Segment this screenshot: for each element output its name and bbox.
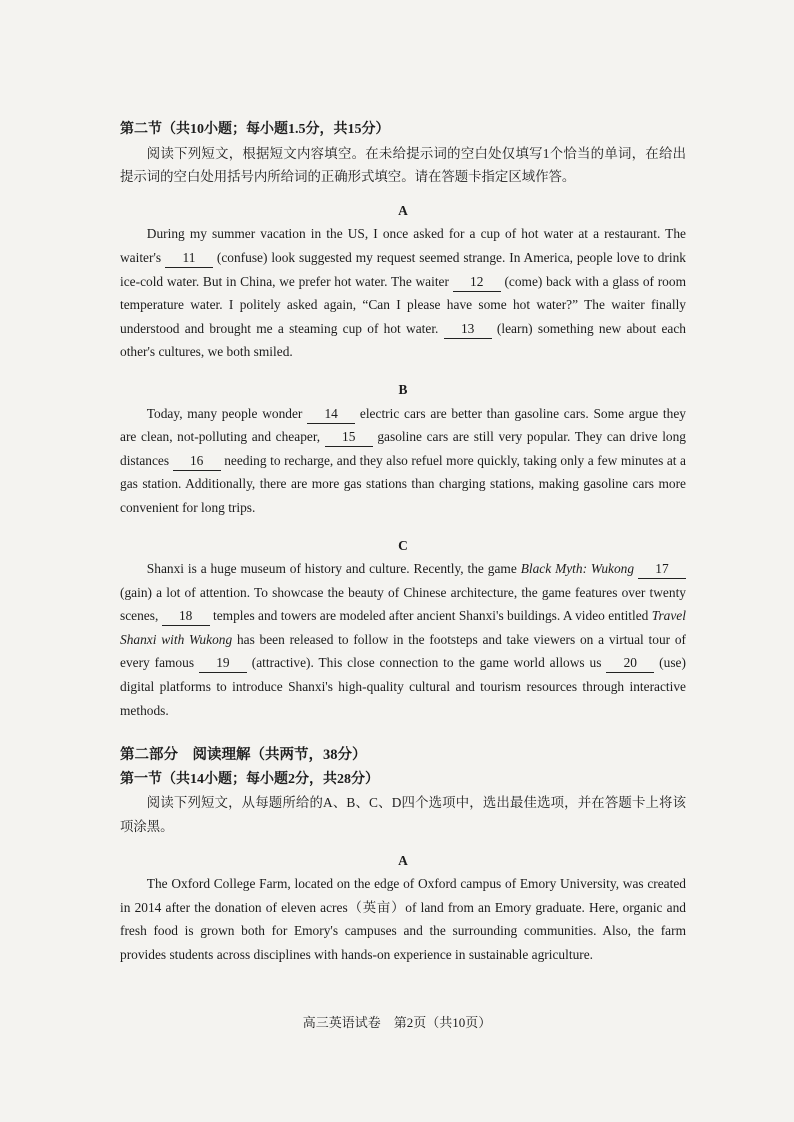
blank-15[interactable]: 15 <box>325 428 373 447</box>
blank-18[interactable]: 18 <box>162 607 210 626</box>
blank-12[interactable]: 12 <box>453 273 501 292</box>
exam-page <box>120 118 686 967</box>
passage-c-text: Shanxi is a huge museum of history and culture. Recently, the game Black Myth: Wukong 17 (gain) a lot of attention. To showcase the beauty of Chinese architecture, the game features over twenty scenes, 18 temples and towers are modeled after ancient Shanxi's buildings. A video entitled Travel Shanxi with Wukong has been released to follow in the footsteps and take viewers on a virtual tour of every famous 19 (attractive). This close connection to the game world allows us 20 (use) digital platforms to introduce Shanxi's high-quality cultural and tourism resources through interactive methods. <box>120 561 687 718</box>
part2-title: 第二部分 阅读理解（共两节，38分） <box>120 747 367 764</box>
blank-19[interactable]: 19 <box>199 654 247 673</box>
page-footer: 高三英语试卷 第2页（共10页） <box>302 1015 492 1030</box>
section2-title: 第二节（共10小题；每小题1.5分，共15分） <box>120 122 390 137</box>
passage-c-label: C <box>398 537 408 553</box>
passage-a-text: During my summer vacation in the US, I once asked for a cup of hot water at a restaurant. The waiter's 11 (confuse) look suggested my request seemed strange. In America, people love to drink ice-cold water. But in China, we prefer hot water. The waiter 12 (come) back with a glass of room temperature water. I politely asked again, “Can I please have some hot water?” The waiter finally understood and brought me a steaming cup of hot water. 13 (learn) something new about each other's cultures, we both smiled. <box>120 226 686 360</box>
blank-20[interactable]: 20 <box>606 654 654 673</box>
passage-a-label: A <box>398 202 408 218</box>
passage-b-label: B <box>398 381 408 397</box>
passage-b-text: Today, many people wonder 14 electric cars are better than gasoline cars. Some argue they are clean, not-polluting and cheaper, 15 gasoline cars are still very popular. They can drive long distances 16 needing to recharge, and they also refuel more quickly, taking only a few minutes at a gas station. Additionally, there are more gas stations than charging stations, making gasoline cars more convenient for long trips. <box>120 405 686 515</box>
part2-section1-title: 第一节（共14小题；每小题2分，共28分） <box>120 771 379 787</box>
blank-14[interactable]: 14 <box>307 405 355 424</box>
part2-instruction: 阅读下列短文，从每题所给的A、B、C、D四个选项中，选出最佳选项，并在答题卡上将该项涂黑。 <box>120 795 686 835</box>
reading-a-text: The Oxford College Farm, located on the edge of Oxford campus of Emory University, was created in 2014 after the donation of eleven acres（英亩）of land from an Emory graduate. Here, organic and fresh food is grown both for Emory's campuses and the surrounding communities. Also, the farm provides students across disciplines with hands-on experience in sustainable agriculture. <box>120 876 686 962</box>
blank-11[interactable]: 11 <box>165 249 213 268</box>
blank-17[interactable]: 17 <box>638 560 686 579</box>
blank-16[interactable]: 16 <box>173 452 221 471</box>
video-title: Travel Shanxi with Wukong <box>120 608 686 647</box>
blank-13[interactable]: 13 <box>444 320 492 339</box>
game-title: Black Myth: Wukong <box>520 561 635 577</box>
section2-instruction: 阅读下列短文，根据短文内容填空。在未给提示词的空白处仅填写1个恰当的单词，在给出提示词的空白处用括号内所给词的正确形式填空。请在答题卡指定区域作答。 <box>120 145 686 185</box>
reading-a-label: A <box>398 852 408 868</box>
